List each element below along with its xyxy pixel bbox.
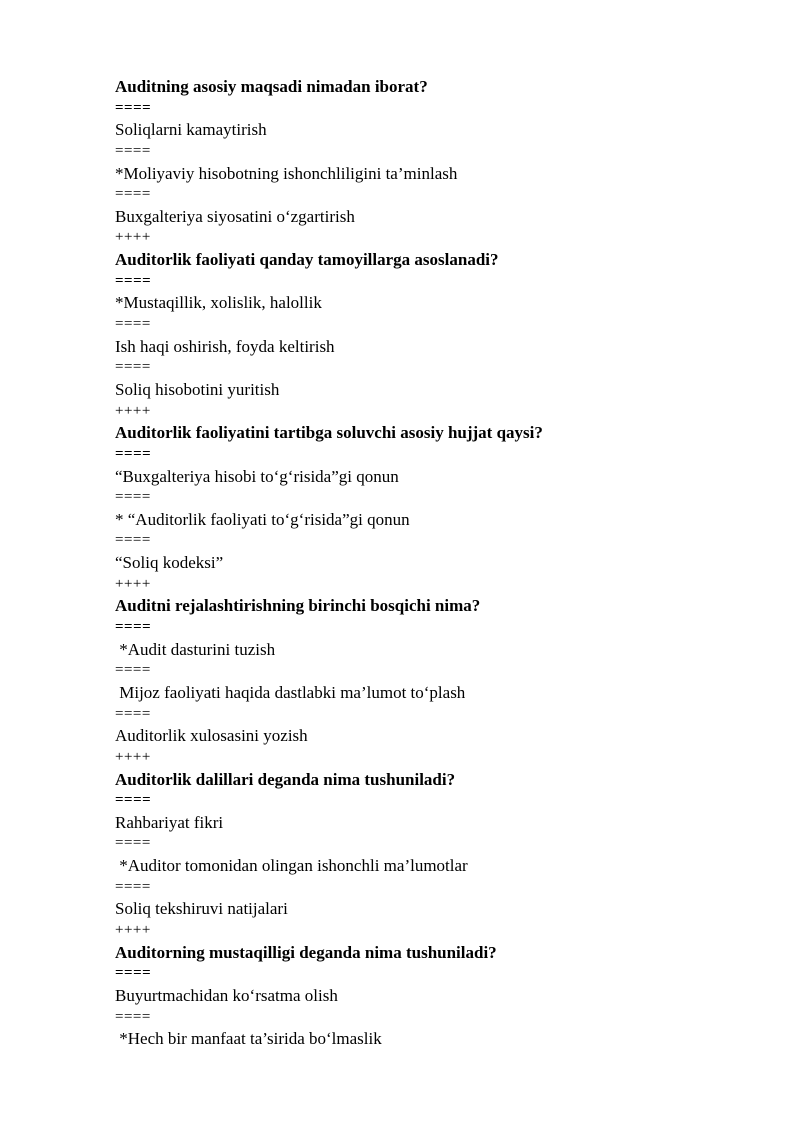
separator: ==== [115,1008,151,1025]
answer-option: *Hech bir manfaat ta’sirida bo‘lmaslik [115,1029,382,1049]
separator: ==== [115,878,151,895]
question-block [115,942,755,1050]
document-page [115,76,755,1050]
separator: ==== [115,489,151,506]
block-end-separator: ++++ [115,229,151,246]
separator: ==== [115,272,152,289]
answer-option: *Audit dasturini tuzish [115,639,276,659]
separator: ==== [115,445,152,462]
answer-option: Buyurtmachidan ko‘rsatma olish [115,985,338,1005]
answer-option: Ish haqi oshirish, foyda keltirish [115,336,335,356]
answer-option: Soliq tekshiruvi natijalari [115,899,288,919]
question-text: Auditning asosiy maqsadi nimadan iborat? [115,77,428,96]
answer-option: Rahbariyat fikri [115,812,224,832]
question-text: Auditorning mustaqilligi deganda nima tushuniladi? [115,942,497,962]
question-text: Auditni rejalashtirishning birinchi bosqichi nima? [115,596,481,616]
block-end-separator: ++++ [115,402,151,419]
separator: ==== [115,359,151,376]
block-end-separator: ++++ [115,921,151,938]
separator: ==== [115,705,151,722]
separator: ==== [115,186,151,203]
separator: ==== [115,619,152,636]
block-end-separator: ++++ [115,748,151,765]
question-block [115,595,755,768]
separator: ==== [115,316,151,333]
separator: ==== [115,965,152,982]
separator: ==== [115,835,151,852]
question-block [115,422,755,595]
separator: ==== [115,792,152,809]
question-block [115,76,755,249]
answer-option: Buxgalteriya siyosatini o‘zgartirish [115,206,355,226]
separator: ==== [115,662,151,679]
separator: ==== [115,142,151,159]
question-block [115,249,755,422]
question-text: Auditorlik faoliyati qanday tamoyillarga asoslanadi? [115,250,499,270]
answer-option: Soliq hisobotini yuritish [115,379,280,399]
answer-option: Auditorlik xulosasini yozish [115,726,308,746]
question-block [115,769,755,942]
answer-option: “Soliq kodeksi” [115,553,224,573]
answer-option: * “Auditorlik faoliyati to‘g‘risida”gi qonun [115,509,410,529]
answer-option: Mijoz faoliyati haqida dastlabki ma’lumot to‘plash [115,682,466,702]
answer-option: *Auditor tomonidan olingan ishonchli ma’lumotlar [115,856,468,876]
block-end-separator: ++++ [115,575,151,592]
question-text: Auditorlik dalillari deganda nima tushuniladi? [115,769,456,789]
separator: ==== [115,99,152,116]
answer-option: Soliqlarni kamaytirish [115,120,267,140]
answer-option: *Moliyaviy hisobotning ishonchliligini ta’minlash [115,163,458,183]
separator: ==== [115,532,151,549]
question-text: Auditorlik faoliyatini tartibga soluvchi asosiy hujjat qaysi? [115,423,543,443]
answer-option: *Mustaqillik, xolislik, halollik [115,293,322,313]
answer-option: “Buxgalteriya hisobi to‘g‘risida”gi qonun [115,466,399,486]
